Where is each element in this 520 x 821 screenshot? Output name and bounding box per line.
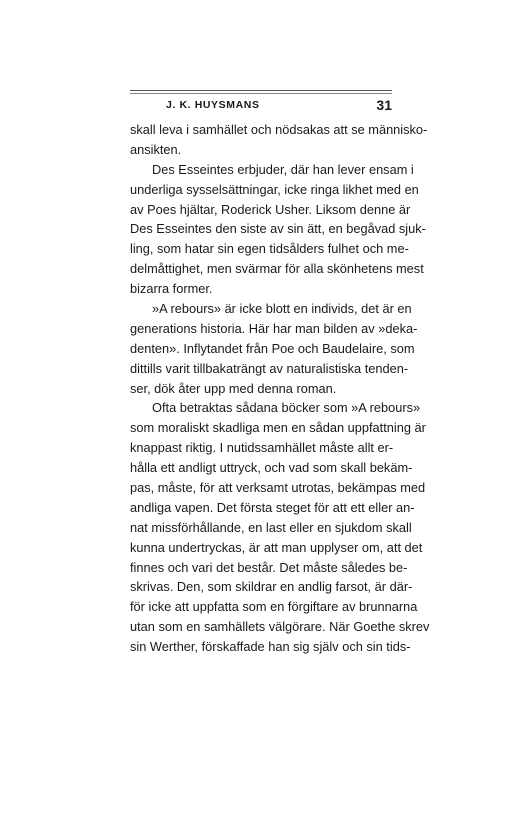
- text-line: knappast riktig. I nutidssamhället måste allt er-: [130, 440, 394, 456]
- text-line: bizarra former.: [130, 281, 213, 297]
- text-line: finnes och vari det består. Det måste således be-: [130, 559, 408, 575]
- page-header: [130, 97, 392, 117]
- text-line: kunna undertryckas, är att man upplyser om, att det: [130, 539, 423, 555]
- page-number: 31: [376, 97, 392, 113]
- text-line: ling, som hatar sin egen tidsålders fulhet och me-: [130, 241, 409, 257]
- text-line: pas, måste, för att verksamt utrotas, bekämpas med: [130, 480, 426, 496]
- text-line: delmåttighet, men svärmar för alla skönhetens mest: [130, 261, 424, 277]
- text-line: denten». Inflytandet från Poe och Baudelaire, som: [130, 340, 415, 356]
- text-line: av Poes hjältar, Roderick Usher. Liksom denne är: [130, 201, 411, 217]
- text-line: dittills varit tillbakaträngt av naturalistiska tenden-: [130, 360, 409, 376]
- text-line: andliga vapen. Det första steget för att ett eller an-: [130, 499, 415, 515]
- text-line: ser, dök åter upp med denna roman.: [130, 380, 337, 396]
- running-head: J. K. HUYSMANS: [166, 99, 260, 111]
- text-line: »A rebours» är icke blott en individs, det är en: [152, 301, 412, 317]
- text-line: Ofta betraktas sådana böcker som »A rebours»: [152, 400, 421, 416]
- body-text: [130, 120, 430, 657]
- header-rule: [130, 90, 392, 91]
- text-line: som moraliskt skadliga men en sådan uppfattning är: [130, 420, 426, 436]
- text-line: sin Werther, förskaffade han sig själv och sin tids-: [130, 639, 411, 655]
- text-line: underliga sysselsättningar, icke ringa likhet med en: [130, 181, 419, 197]
- header-rule-secondary: [130, 93, 392, 94]
- text-line: Des Esseintes den siste av sin ätt, en begåvad sjuk-: [130, 221, 426, 237]
- text-line: skall leva i samhället och nödsakas att se människo-: [130, 122, 428, 137]
- text-line: generations historia. Här har man bilden av »deka-: [130, 320, 418, 336]
- text-line: för icke att uppfatta som en förgiftare av brunnarna: [130, 599, 418, 615]
- text-line: nat missförhållande, en last eller en sjukdom skall: [130, 519, 412, 535]
- text-line: Des Esseintes erbjuder, där han lever ensam i: [152, 161, 414, 177]
- text-line: ansikten.: [130, 141, 182, 157]
- text-line: utan som en samhällets välgörare. När Goethe skrev: [130, 619, 430, 635]
- text-line: hålla ett andligt uttryck, och vad som skall bekäm-: [130, 460, 413, 476]
- text-line: skrivas. Den, som skildrar en andlig farsot, är där-: [130, 579, 413, 595]
